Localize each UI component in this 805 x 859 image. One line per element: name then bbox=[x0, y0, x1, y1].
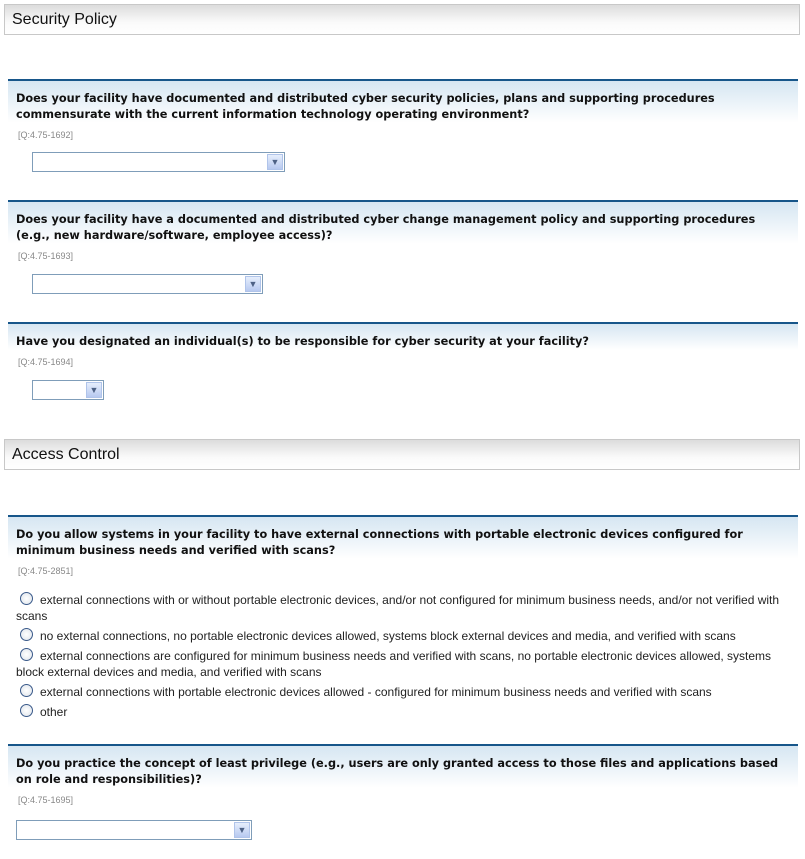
question-text: Have you designated an individual(s) to be responsible for cyber security at your facility? bbox=[8, 324, 798, 350]
chevron-down-icon[interactable]: ▼ bbox=[234, 822, 250, 838]
radio-group-2851 bbox=[16, 592, 786, 724]
option-label: other bbox=[40, 705, 68, 719]
radio-button[interactable] bbox=[20, 628, 33, 641]
question-text: Does your facility have documented and distributed cyber security policies, plans and supporting procedures commensurate with the current information technology operating environment? bbox=[8, 81, 798, 123]
question-1694 bbox=[8, 322, 798, 367]
question-1693 bbox=[8, 200, 798, 261]
question-code: [Q:4.75-1693] bbox=[18, 251, 74, 261]
question-code: [Q:4.75-2851] bbox=[18, 566, 74, 576]
question-text: Do you allow systems in your facility to have external connections with portable electronic devices configured for minimum business needs and verified with scans? bbox=[8, 517, 798, 559]
radio-option[interactable] bbox=[16, 628, 786, 644]
option-label: external connections are configured for minimum business needs and verified with scans, no portable electronic devices allowed, systems block external devices and media, and verified with scans bbox=[16, 649, 772, 679]
section-title: Access Control bbox=[12, 446, 120, 463]
option-label: no external connections, no portable electronic devices allowed, systems block external devices and media, and verified with scans bbox=[40, 629, 736, 643]
answer-select-1694[interactable] bbox=[32, 380, 104, 400]
radio-button[interactable] bbox=[20, 684, 33, 697]
chevron-down-icon[interactable]: ▼ bbox=[267, 154, 283, 170]
radio-button[interactable] bbox=[20, 592, 33, 605]
section-title: Security Policy bbox=[12, 11, 117, 28]
section-header-security-policy bbox=[4, 4, 800, 35]
radio-button[interactable] bbox=[20, 648, 33, 661]
question-1692 bbox=[8, 79, 798, 140]
radio-button[interactable] bbox=[20, 704, 33, 717]
radio-option[interactable] bbox=[16, 704, 786, 720]
chevron-down-icon[interactable]: ▼ bbox=[245, 276, 261, 292]
option-label: external connections with or without portable electronic devices, and/or not configured for minimum business needs, and/or not verified with scans bbox=[16, 593, 780, 623]
radio-option[interactable] bbox=[16, 592, 786, 624]
chevron-down-icon[interactable]: ▼ bbox=[86, 382, 102, 398]
question-text: Do you practice the concept of least privilege (e.g., users are only granted access to those files and applications based on role and responsibilities)? bbox=[8, 746, 798, 788]
section-header-access-control bbox=[4, 439, 800, 470]
answer-select-1695[interactable] bbox=[16, 820, 252, 840]
question-text: Does your facility have a documented and distributed cyber change management policy and supporting procedures (e.g., new hardware/software, employee access)? bbox=[8, 202, 798, 244]
answer-select-1693[interactable] bbox=[32, 274, 263, 294]
radio-option[interactable] bbox=[16, 648, 786, 680]
question-code: [Q:4.75-1694] bbox=[18, 357, 74, 367]
question-1695 bbox=[8, 744, 798, 805]
answer-select-1692[interactable] bbox=[32, 152, 285, 172]
question-code: [Q:4.75-1695] bbox=[18, 795, 74, 805]
option-label: external connections with portable electronic devices allowed - configured for minimum business needs and verified with scans bbox=[40, 685, 712, 699]
question-code: [Q:4.75-1692] bbox=[18, 130, 74, 140]
radio-option[interactable] bbox=[16, 684, 786, 700]
question-2851 bbox=[8, 515, 798, 576]
